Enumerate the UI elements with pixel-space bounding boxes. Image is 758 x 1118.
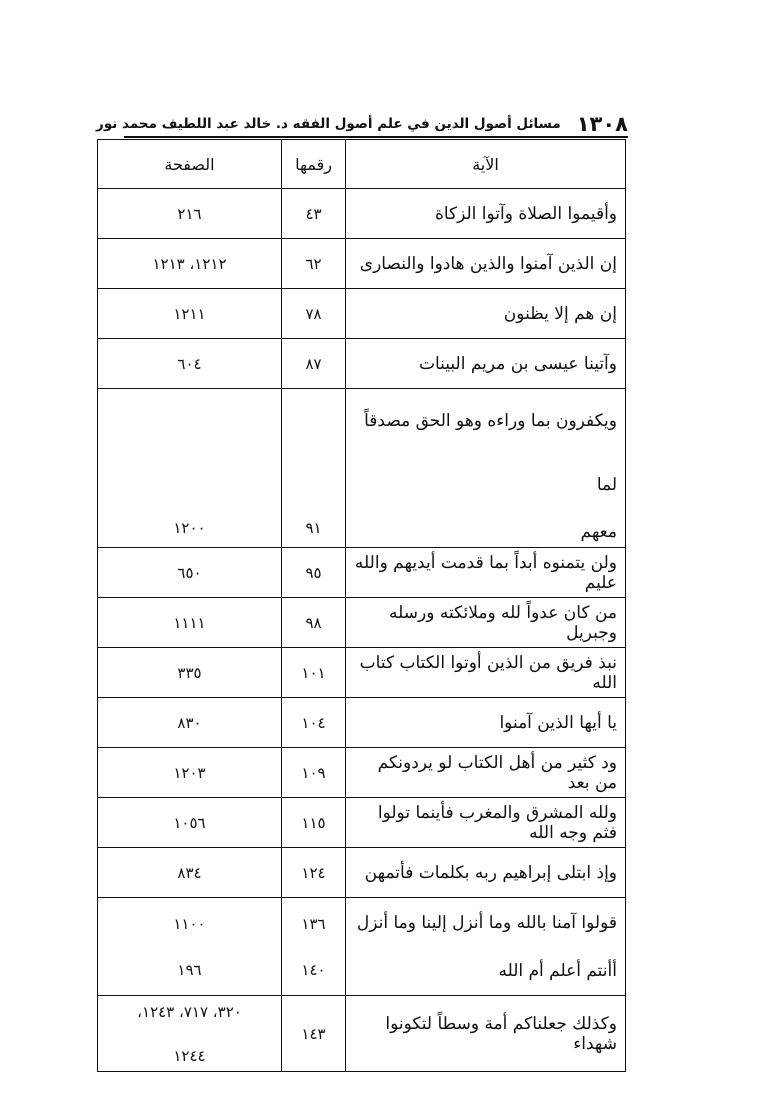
verse-cell bbox=[346, 389, 626, 548]
page-cell: ١٢٠٠ bbox=[98, 389, 282, 548]
verse-line-a: قولوا آمنا بالله وما أنزل إلينا وما أنزل bbox=[356, 912, 617, 933]
table-row bbox=[98, 598, 626, 648]
verse-number-cell: ٧٨ bbox=[282, 289, 346, 339]
verse-cell: وآتينا عيسى بن مريم البينات bbox=[346, 339, 626, 389]
page-cell: ١١١١ bbox=[98, 598, 282, 648]
page-cell bbox=[98, 996, 282, 1072]
verse-line-b: أأنتم أعلم أم الله bbox=[498, 960, 617, 981]
page-cell: ١٢١٢، ١٢١٣ bbox=[98, 239, 282, 289]
verse-index-table bbox=[97, 139, 626, 1072]
page-cell: ١٢١١ bbox=[98, 289, 282, 339]
table-row bbox=[98, 748, 626, 798]
verse-number-a: ١٣٦ bbox=[301, 914, 326, 933]
table-row bbox=[98, 189, 626, 239]
verse-number-cell: ٩١ bbox=[282, 389, 346, 548]
verse-cell bbox=[346, 898, 626, 996]
verse-number-cell: ١١٥ bbox=[282, 798, 346, 848]
verse-number-cell: ١٢٤ bbox=[282, 848, 346, 898]
verse-cell: ولله المشرق والمغرب فأينما تولوا فثم وجه الله bbox=[346, 798, 626, 848]
column-header-number: رقمها bbox=[282, 140, 346, 189]
page-cell: ١٢٠٣ bbox=[98, 748, 282, 798]
header-rule bbox=[124, 136, 628, 138]
page-a: ١١٠٠ bbox=[173, 914, 206, 933]
verse-cell: ولن يتمنوه أبداً بما قدمت أيديهم والله عليم bbox=[346, 548, 626, 598]
verse-number-cell: ٩٥ bbox=[282, 548, 346, 598]
verse-cell: إن هم إلا يظنون bbox=[346, 289, 626, 339]
verse-cell: يا أيها الذين آمنوا bbox=[346, 698, 626, 748]
page-header bbox=[96, 112, 628, 136]
verse-number-cell: ٦٢ bbox=[282, 239, 346, 289]
verse-line-1: ويكفرون بما وراءه وهو الحق مصدقاً لما bbox=[364, 411, 617, 495]
table-row bbox=[98, 898, 626, 996]
verse-number-cell: ١٠٤ bbox=[282, 698, 346, 748]
page-cell: ١٠٥٦ bbox=[98, 798, 282, 848]
verse-cell: من كان عدواً لله وملائكته ورسله وجبريل bbox=[346, 598, 626, 648]
table-row bbox=[98, 389, 626, 548]
page-cell: ٦٥٠ bbox=[98, 548, 282, 598]
verse-number-cell: ١٤٣ bbox=[282, 996, 346, 1072]
page-cell: ٢١٦ bbox=[98, 189, 282, 239]
verse-cell: وإذ ابتلى إبراهيم ربه بكلمات فأتمهن bbox=[346, 848, 626, 898]
table-row bbox=[98, 339, 626, 389]
verse-number-cell: ٩٨ bbox=[282, 598, 346, 648]
verse-number-cell: ١٠٩ bbox=[282, 748, 346, 798]
column-header-page: الصفحة bbox=[98, 140, 282, 189]
verse-cell: نبذ فريق من الذين أوتوا الكتاب كتاب الله bbox=[346, 648, 626, 698]
page-line-2: ١٢٤٤ bbox=[173, 1046, 206, 1065]
verse-cell: وكذلك جعلناكم أمة وسطاً لتكونوا شهداء bbox=[346, 996, 626, 1072]
page-number: ١٣٠٨ bbox=[576, 112, 628, 136]
page-cell: ٨٣٤ bbox=[98, 848, 282, 898]
verse-number-cell: ١٠١ bbox=[282, 648, 346, 698]
table-row bbox=[98, 996, 626, 1072]
verse-number-cell: ٤٣ bbox=[282, 189, 346, 239]
verse-cell: ود كثير من أهل الكتاب لو يردونكم من بعد bbox=[346, 748, 626, 798]
page-cell: ٣٣٥ bbox=[98, 648, 282, 698]
verse-cell: وأقيموا الصلاة وآتوا الزكاة bbox=[346, 189, 626, 239]
page-cell: ٨٣٠ bbox=[98, 698, 282, 748]
verse-number-cell: ٨٧ bbox=[282, 339, 346, 389]
page-b: ١٩٦ bbox=[177, 960, 202, 979]
table-row bbox=[98, 548, 626, 598]
table-row bbox=[98, 698, 626, 748]
table-row bbox=[98, 648, 626, 698]
running-title: مسائل أصول الدين في علم أصول الفقه د. خالد عبد اللطيف محمد نور bbox=[96, 116, 561, 132]
table-header-row bbox=[98, 140, 626, 189]
page-cell bbox=[98, 898, 282, 996]
table-row bbox=[98, 798, 626, 848]
verse-cell: إن الذين آمنوا والذين هادوا والنصارى bbox=[346, 239, 626, 289]
table-row bbox=[98, 239, 626, 289]
verse-line-2: معهم bbox=[580, 522, 617, 542]
table-row bbox=[98, 848, 626, 898]
verse-number-cell bbox=[282, 898, 346, 996]
page-line-1: ٣٢٠، ٧١٧، ١٢٤٣، bbox=[137, 1002, 242, 1021]
column-header-verse: الآية bbox=[346, 140, 626, 189]
verse-number-b: ١٤٠ bbox=[301, 960, 326, 979]
table-row bbox=[98, 289, 626, 339]
page-cell: ٦٠٤ bbox=[98, 339, 282, 389]
